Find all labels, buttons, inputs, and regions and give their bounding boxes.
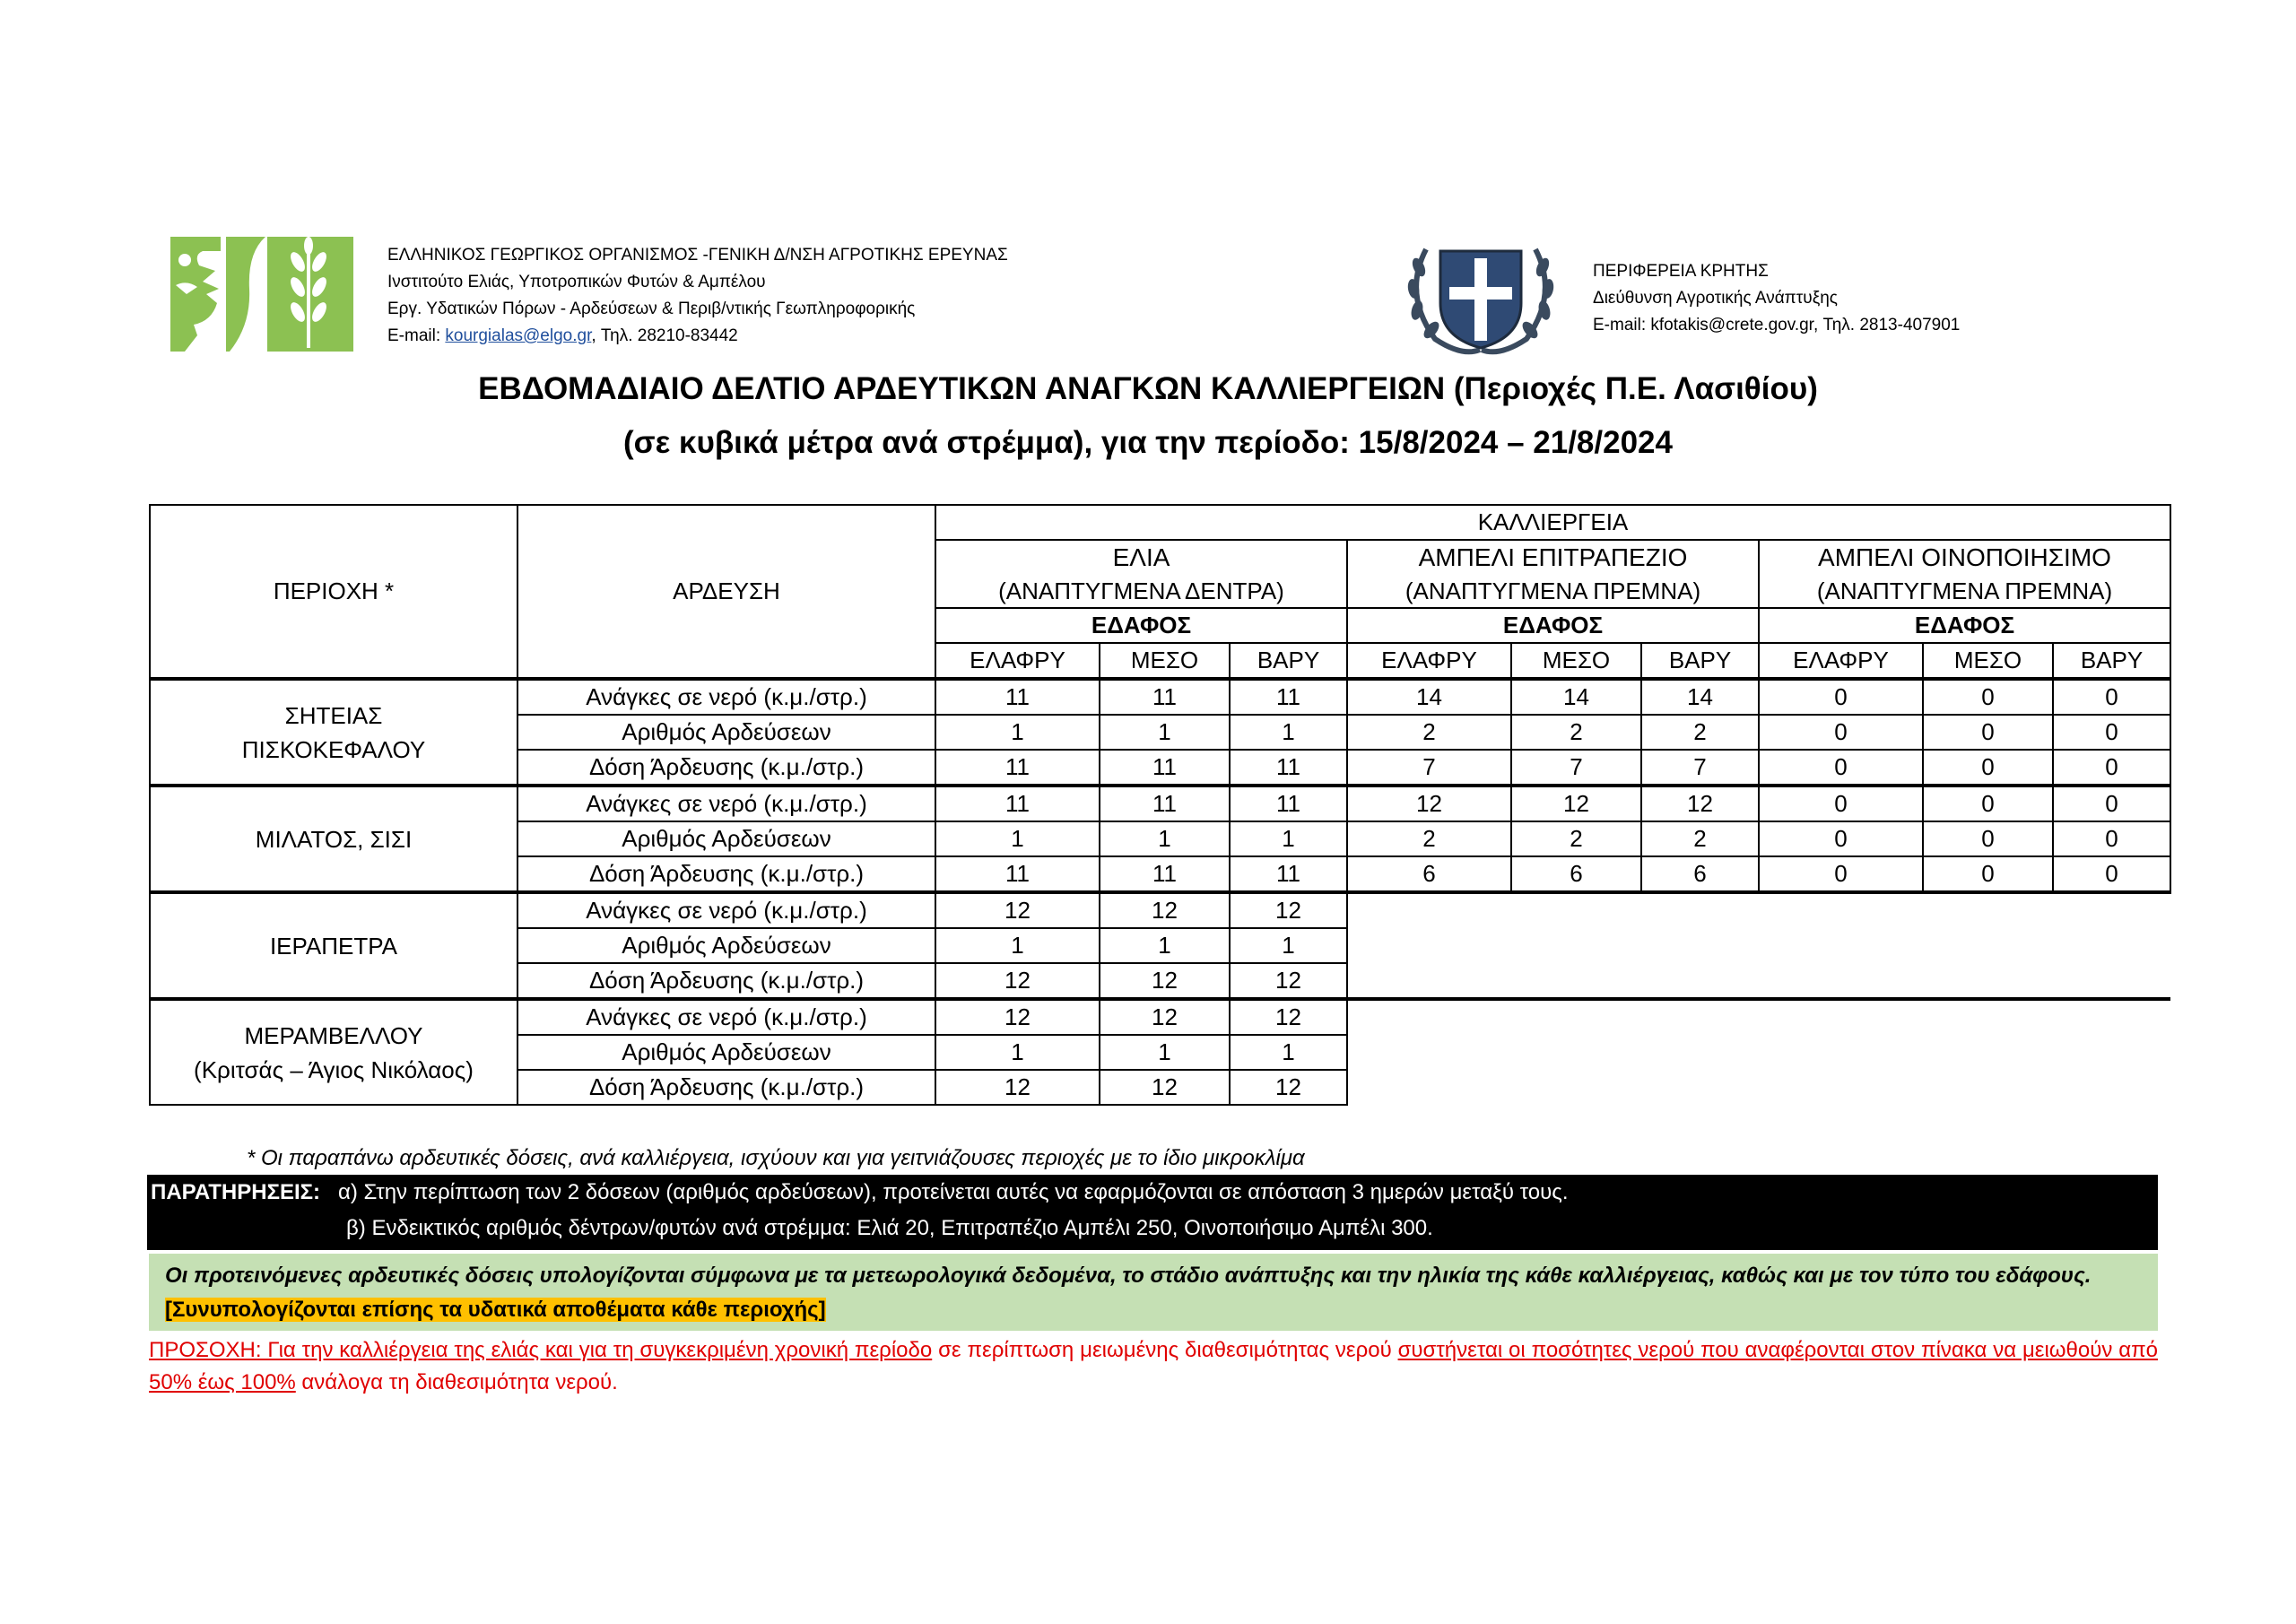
value-cell: 0 (1923, 715, 2053, 750)
empty-cell (1641, 928, 1759, 963)
value-cell: 7 (1347, 750, 1511, 786)
empty-cell (2053, 1070, 2170, 1105)
remark-b: β) Ενδεικτικός αριθμός δέντρων/φυτών ανά στρέμμα: Ελιά 20, Επιτραπέζιο Αμπέλι 250, Οινοποιήσιμο Αμπέλι 300. (346, 1216, 1433, 1240)
crop-sub-table-grape: (ΑΝΑΠΤΥΓΜΕΝΑ ΠΡΕΜΝΑ) (1347, 574, 1759, 608)
remarks-label: ΠΑΡΑΤΗΡΗΣΕΙΣ: (151, 1180, 321, 1204)
empty-cell (1511, 999, 1641, 1035)
value-cell: 1 (935, 1035, 1100, 1070)
value-cell: 1 (1100, 821, 1230, 856)
region-rows (150, 679, 2170, 1105)
empty-cell (1923, 999, 2053, 1035)
empty-cell (1641, 1070, 1759, 1105)
header-irrigation: ΑΡΔΕΥΣΗ (517, 505, 935, 679)
footnote: * Οι παραπάνω αρδευτικές δόσεις, ανά καλλιέργεια, ισχύουν και για γειτνιάζουσες περιοχές με το ίδιο μικροκλίμα (247, 1146, 1305, 1170)
value-cell: 12 (1100, 1070, 1230, 1105)
value-cell: 2 (1347, 715, 1511, 750)
elgo-line-2: Ινστιτούτο Ελιάς, Υποτροπικών Φυτών & Αμπέλου (387, 273, 766, 291)
elgo-line-3: Εργ. Υδατικών Πόρων - Αρδεύσεων & Περιβ/ντικής Γεωπληροφορικής (387, 300, 916, 318)
value-cell: 12 (935, 999, 1100, 1035)
value-cell: 12 (1100, 892, 1230, 928)
value-cell: 2 (1511, 715, 1641, 750)
value-cell: 0 (2053, 786, 2170, 821)
value-cell: 1 (1230, 821, 1347, 856)
value-cell: 11 (935, 856, 1100, 892)
value-cell: 12 (1230, 963, 1347, 999)
value-cell: 1 (935, 928, 1100, 963)
region-name: ΣΗΤΕΙΑΣ (284, 701, 383, 729)
value-cell: 12 (1230, 999, 1347, 1035)
value-cell: 0 (1759, 679, 1923, 715)
value-cell: 11 (1100, 679, 1230, 715)
remarks-box (147, 1175, 2158, 1250)
soil-light: ΕΛΑΦΡΥ (1347, 643, 1511, 679)
value-cell: 14 (1511, 679, 1641, 715)
value-cell: 2 (1347, 821, 1511, 856)
crop-sub-olive: (ΑΝΑΠΤΥΓΜΕΝΑ ΔΕΝΤΡΑ) (935, 574, 1347, 608)
value-cell: 1 (1230, 928, 1347, 963)
value-cell: 12 (1100, 963, 1230, 999)
value-cell: 2 (1641, 821, 1759, 856)
page-title: ΕΒΔΟΜΑΔΙΑΙΟ ΔΕΛΤΙΟ ΑΡΔΕΥΤΙΚΩΝ ΑΝΑΓΚΩΝ ΚΑΛΛΙΕΡΓΕΙΩΝ (Περιοχές Π.Ε. Λασιθίου) (478, 371, 1818, 406)
empty-cell (2053, 963, 2170, 999)
value-cell: 1 (1100, 928, 1230, 963)
value-cell: 14 (1347, 679, 1511, 715)
value-cell: 1 (935, 821, 1100, 856)
empty-cell (1347, 999, 1511, 1035)
value-cell: 1 (1100, 1035, 1230, 1070)
empty-cell (1511, 963, 1641, 999)
region-name: ΜΕΡΑΜΒΕΛΛΟΥ (244, 1021, 423, 1049)
warning-part-1: ΠΡΟΣΟΧΗ: Για την καλλιέργεια της ελιάς και για τη συγκεκριμένη χρονική περίοδο (149, 1338, 933, 1362)
region-line-1: ΠΕΡΙΦΕΡΕΙΑ ΚΡΗΤΗΣ (1593, 262, 1769, 281)
value-cell: 12 (1230, 1070, 1347, 1105)
value-cell: 0 (1759, 821, 1923, 856)
value-cell: 11 (1230, 856, 1347, 892)
value-cell: 12 (1100, 999, 1230, 1035)
region-name-cell (150, 679, 517, 786)
elgo-email-link[interactable]: kourgialas@elgo.gr (445, 326, 592, 345)
empty-cell (2053, 999, 2170, 1035)
row-label: Ανάγκες σε νερό (κ.μ./στρ.) (517, 786, 935, 821)
empty-cell (1641, 1035, 1759, 1070)
empty-cell (1347, 928, 1511, 963)
value-cell: 6 (1347, 856, 1511, 892)
value-cell: 11 (935, 750, 1100, 786)
value-cell: 0 (2053, 715, 2170, 750)
value-cell: 11 (1230, 786, 1347, 821)
row-label: Ανάγκες σε νερό (κ.μ./στρ.) (517, 679, 935, 715)
soil-heavy: ΒΑΡΥ (1230, 643, 1347, 679)
value-cell: 6 (1511, 856, 1641, 892)
empty-cell (2053, 928, 2170, 963)
header-crop-group: ΚΑΛΛΙΕΡΓΕΙΑ (935, 505, 2170, 540)
warning-part-3: συστήνεται οι ποσότητες νερού που αναφέρονται στον πίνακα να μειωθούν από 50% έως 100% (149, 1338, 2158, 1394)
elgo-logo (167, 235, 355, 353)
crop-name-wine-grape: ΑΜΠΕΛΙ ΟΙΝΟΠΟΙΗΣΙΜΟ (1759, 540, 2170, 574)
value-cell: 1 (935, 715, 1100, 750)
region-name-cell (150, 786, 517, 892)
soil-light: ΕΛΑΦΡΥ (1759, 643, 1923, 679)
value-cell: 0 (2053, 821, 2170, 856)
value-cell: 14 (1641, 679, 1759, 715)
region-name-secondary: ΠΙΣΚΟΚΕΦΑΛΟΥ (241, 735, 426, 763)
value-cell: 12 (935, 892, 1100, 928)
value-cell: 11 (1100, 856, 1230, 892)
value-cell: 6 (1641, 856, 1759, 892)
remark-a: α) Στην περίπτωση των 2 δόσεων (αριθμός αρδεύσεων), προτείνεται αυτές να εφαρμόζονται σε απόσταση 3 ημερών μεταξύ τους. (338, 1180, 1569, 1204)
region-line-2: Διεύθυνση Αγροτικής Ανάπτυξης (1593, 289, 1838, 308)
value-cell: 0 (1923, 821, 2053, 856)
region-name-secondary: (Κριτσάς – Άγιος Νικόλαος) (194, 1055, 474, 1083)
warning-part-2: σε περίπτωση μειωμένης διαθεσιμότητας νερού (932, 1338, 1398, 1362)
value-cell: 7 (1641, 750, 1759, 786)
region-name-cell (150, 892, 517, 999)
empty-cell (1759, 963, 1923, 999)
empty-cell (1759, 1035, 1923, 1070)
row-label: Ανάγκες σε νερό (κ.μ./στρ.) (517, 892, 935, 928)
empty-cell (1641, 963, 1759, 999)
row-label: Αριθμός Αρδεύσεων (517, 1035, 935, 1070)
value-cell: 0 (1923, 856, 2053, 892)
soil-medium: ΜΕΣΟ (1511, 643, 1641, 679)
page-subtitle: (σε κυβικά μέτρα ανά στρέμμα), για την περίοδο: 15/8/2024 – 21/8/2024 (623, 425, 1673, 460)
empty-cell (1347, 1035, 1511, 1070)
value-cell: 11 (1100, 750, 1230, 786)
reserves-highlight: [Συνυπολογίζονται επίσης τα υδατικά αποθέματα κάθε περιοχής] (165, 1298, 826, 1322)
email-label: E-mail: (387, 326, 441, 345)
value-cell: 12 (1641, 786, 1759, 821)
value-cell: 12 (935, 963, 1100, 999)
empty-cell (1511, 892, 1641, 928)
empty-cell (1347, 1070, 1511, 1105)
value-cell: 0 (1759, 786, 1923, 821)
empty-cell (1641, 999, 1759, 1035)
empty-cell (1923, 1070, 2053, 1105)
empty-cell (1923, 1035, 2053, 1070)
crop-sub-wine-grape: (ΑΝΑΠΤΥΓΜΕΝΑ ΠΡΕΜΝΑ) (1759, 574, 2170, 608)
value-cell: 1 (1100, 715, 1230, 750)
value-cell: 2 (1641, 715, 1759, 750)
greek-emblem (1399, 231, 1562, 359)
soil-header: ΕΔΑΦΟΣ (1759, 608, 2170, 643)
elgo-phone: , Τηλ. 28210-83442 (591, 326, 738, 345)
value-cell: 0 (1923, 786, 2053, 821)
header-region: ΠΕΡΙΟΧΗ * (150, 505, 517, 679)
soil-header: ΕΔΑΦΟΣ (935, 608, 1347, 643)
value-cell: 0 (1759, 856, 1923, 892)
value-cell: 11 (1230, 750, 1347, 786)
region-info (1593, 258, 1960, 339)
row-label: Δόση Άρδευσης (κ.μ./στρ.) (517, 963, 935, 999)
value-cell: 11 (1100, 786, 1230, 821)
irrigation-table (149, 504, 2171, 1106)
empty-cell (1759, 928, 1923, 963)
region-line-3: E-mail: kfotakis@crete.gov.gr, Τηλ. 2813-407901 (1593, 316, 1961, 334)
value-cell: 0 (2053, 679, 2170, 715)
warning-note (149, 1334, 2158, 1399)
soil-heavy: ΒΑΡΥ (2053, 643, 2170, 679)
value-cell: 7 (1511, 750, 1641, 786)
elgo-info (387, 242, 1008, 350)
region-name: ΙΕΡΑΠΕΤΡΑ (269, 932, 398, 960)
methodology-text: Οι προτεινόμενες αρδευτικές δόσεις υπολογίζονται σύμφωνα με τα μετεωρολογικά δεδομένα, το στάδιο ανάπτυξης και την ηλικία της κάθε καλλιέργειας, καθώς και με τον τύπο του εδάφους. (165, 1264, 2092, 1288)
row-label: Αριθμός Αρδεύσεων (517, 821, 935, 856)
soil-heavy: ΒΑΡΥ (1641, 643, 1759, 679)
value-cell: 12 (1347, 786, 1511, 821)
value-cell: 12 (1230, 892, 1347, 928)
value-cell: 12 (935, 1070, 1100, 1105)
crop-name-table-grape: ΑΜΠΕΛΙ ΕΠΙΤΡΑΠΕΖΙΟ (1347, 540, 1759, 574)
empty-cell (1511, 1035, 1641, 1070)
warning-part-4: ανάλογα τη διαθεσιμότητα νερού. (295, 1370, 618, 1394)
row-label: Ανάγκες σε νερό (κ.μ./στρ.) (517, 999, 935, 1035)
value-cell: 0 (2053, 750, 2170, 786)
row-label: Δόση Άρδευσης (κ.μ./στρ.) (517, 856, 935, 892)
empty-cell (1641, 892, 1759, 928)
row-label: Δόση Άρδευσης (κ.μ./στρ.) (517, 1070, 935, 1105)
elgo-line-1: ΕΛΛΗΝΙΚΟΣ ΓΕΩΡΓΙΚΟΣ ΟΡΓΑΝΙΣΜΟΣ -ΓΕΝΙΚΗ Δ/ΝΣΗ ΑΓΡΟΤΙΚΗΣ ΕΡΕΥΝΑΣ (387, 246, 1008, 265)
value-cell: 1 (1230, 715, 1347, 750)
empty-cell (2053, 1035, 2170, 1070)
empty-cell (1759, 892, 1923, 928)
soil-header: ΕΔΑΦΟΣ (1347, 608, 1759, 643)
empty-cell (1347, 963, 1511, 999)
region-name-cell (150, 999, 517, 1105)
value-cell: 12 (1511, 786, 1641, 821)
empty-cell (1511, 1070, 1641, 1105)
row-label: Δόση Άρδευσης (κ.μ./στρ.) (517, 750, 935, 786)
row-label: Αριθμός Αρδεύσεων (517, 928, 935, 963)
row-label: Αριθμός Αρδεύσεων (517, 715, 935, 750)
empty-cell (2053, 892, 2170, 928)
value-cell: 0 (1759, 750, 1923, 786)
value-cell: 11 (1230, 679, 1347, 715)
value-cell: 0 (1923, 750, 2053, 786)
value-cell: 1 (1230, 1035, 1347, 1070)
empty-cell (1923, 963, 2053, 999)
soil-medium: ΜΕΣΟ (1100, 643, 1230, 679)
value-cell: 0 (1759, 715, 1923, 750)
value-cell: 0 (2053, 856, 2170, 892)
value-cell: 2 (1511, 821, 1641, 856)
empty-cell (1759, 999, 1923, 1035)
empty-cell (1347, 892, 1511, 928)
value-cell: 0 (1923, 679, 2053, 715)
empty-cell (1923, 892, 2053, 928)
soil-medium: ΜΕΣΟ (1923, 643, 2053, 679)
empty-cell (1923, 928, 2053, 963)
empty-cell (1511, 928, 1641, 963)
soil-light: ΕΛΑΦΡΥ (935, 643, 1100, 679)
value-cell: 11 (935, 679, 1100, 715)
empty-cell (1759, 1070, 1923, 1105)
elgo-contact (387, 323, 1008, 350)
region-name: ΜΙΛΑΤΟΣ, ΣΙΣΙ (255, 825, 413, 853)
crop-name-olive: ΕΛΙΑ (935, 540, 1347, 574)
value-cell: 11 (935, 786, 1100, 821)
methodology-note (149, 1254, 2158, 1331)
